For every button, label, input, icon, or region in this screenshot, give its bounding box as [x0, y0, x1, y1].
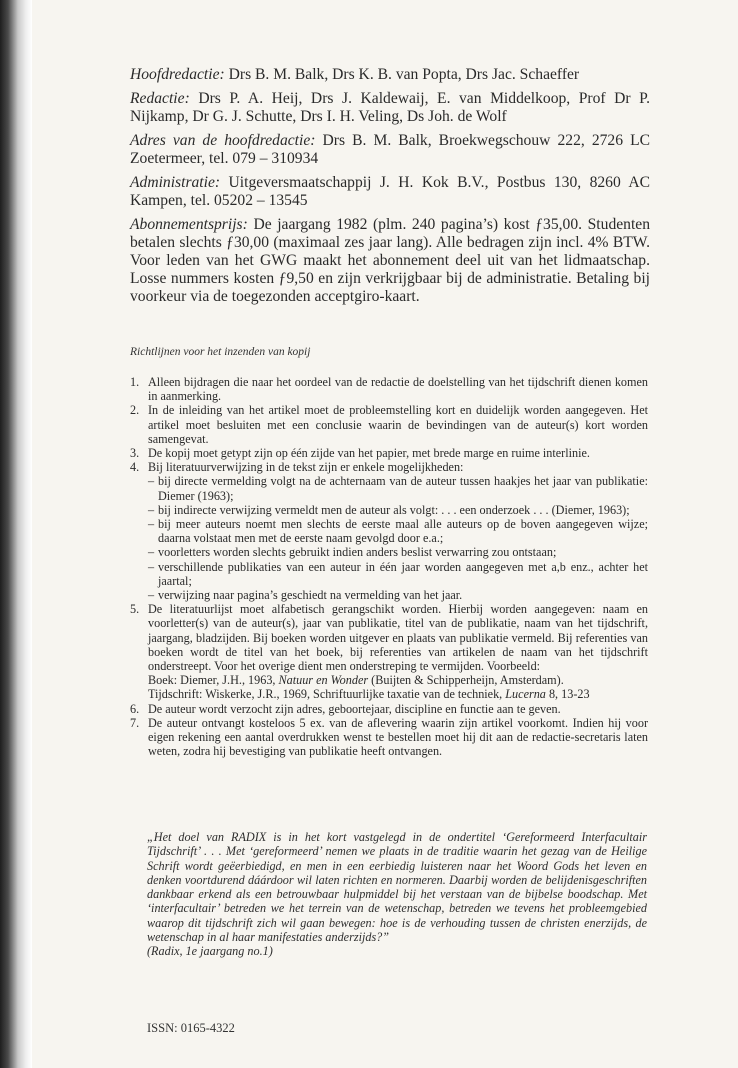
rule-item [130, 460, 648, 602]
sub-item [148, 560, 648, 588]
rule-number: 7. [130, 715, 140, 730]
quote-text: „Het doel van RADIX is in het kort vastgelegd in de ondertitel ‘Gereformeerd Interfacultair Tijdschrift’ . . . Met ‘gereformeerd’ nemen we plaats in de traditie waarin het gezag van de Heilige Schrift wordt geëerbiedigd, en men in een eerbiedig luisteren naar het Woord Gods het leven en denken voortdurend dáárdoor wil laten richten en normeren. Daarbij worden de belijdenisgeschriften dankbaar erkend als een betrouwbaar hulpmiddel bij het verstaan van de bijbelse boodschap. Met ‘interfacultair’ betreden we het terrein van de wetenschap, betreden we tevens het probleemgebied waarop dit tijdschrift zich wil gaan bewegen: hoe is de verhouding tussen de christen enerzijds, de wetenschap in al haar manifestaties anderzijds?” [147, 830, 647, 945]
rule-item [130, 375, 648, 403]
quote-source: (Radix, 1e jaargang no.1) [147, 944, 273, 959]
rule-number: 1. [130, 375, 140, 389]
subscription-text: De jaargang 1982 (plm. 240 pagina’s) kost ƒ35,00. Studenten betalen slechts ƒ30,00 (maximaal zes jaar lang). Alle bedragen zijn incl. 4% BTW. Voor leden van het GWG maakt het abonnement deel uit van het lidmaatschap. Losse nummers kosten ƒ9,50 en zijn verkrijgbaar bij de administratie. Betaling bij voorkeur via de toegezonden acceptgiro-kaart. [130, 216, 651, 305]
editors-label: Hoofdredactie: [130, 66, 225, 83]
dash: – [148, 588, 155, 603]
sub-item-text: verwijzing naar pagina’s geschiedt na vermelding van het jaar. [158, 588, 463, 603]
rules-title: Richtlijnen voor het inzenden van kopij [130, 346, 311, 358]
editors-text: Drs B. M. Balk, Drs K. B. van Popta, Drs Jac. Schaeffer [228, 66, 580, 83]
rule-text: De auteur wordt verzocht zijn adres, geboortejaar, discipline en functie aan te geven. [148, 701, 561, 716]
address-text: Drs B. M. Balk, Broekwegschouw 222, 2726 LC Zoetermeer, tel. 079 – 310934 [130, 132, 650, 167]
staff-label: Redactie: [130, 90, 190, 107]
sub-item-text: bij directe vermelding volgt na de achternaam van de auteur tussen haakjes het jaar van publikatie: Diemer (1963); [158, 474, 648, 503]
rule-number: 6. [130, 701, 140, 716]
rule-text: Alleen bijdragen die naar het oordeel van de redactie de doelstelling van het tijdschrift dienen komen in aanmerking. [148, 375, 648, 404]
mission-quote [147, 830, 647, 959]
book-title: Natuur en Wonder [278, 673, 369, 688]
admin-text: Uitgeversmaatschappij J. H. Kok B.V., Postbus 130, 8260 AC Kampen, tel. 05202 – 13545 [130, 174, 650, 209]
rule-text: De auteur ontvangt kosteloos 5 ex. van de aflevering waarin zijn artikel voorkomt. Indien hij voor eigen rekening een aantal overdrukken wenst te bestellen moet hij dit aan de redactie-secretaris laten weten, zodra hij bevestiging van publikatie heeft ontvangen. [148, 715, 648, 759]
sub-item-text: voorletters worden slechts gebruikt indien anders beslist verwarring zou ontstaan; [158, 545, 557, 560]
dash: – [148, 545, 155, 560]
colophon-address [130, 132, 650, 168]
sub-item [148, 588, 648, 602]
example-book: Boek: Diemer, J.H., 1963, Natuur en Wonder (Buijten & Schipperheijn, Amsterdam). [148, 673, 564, 688]
colophon-staff [130, 90, 650, 126]
subscription-label: Abonnementsprijs: [130, 216, 248, 233]
rule-item [130, 602, 648, 701]
rule-number: 5. [130, 602, 140, 617]
staff-text: Drs P. A. Heij, Drs J. Kaldewaij, E. van Middelkoop, Prof Dr P. Nijkamp, Dr G. J. Schutte, Drs I. H. Veling, Ds Joh. de Wolf [130, 90, 650, 125]
address-label: Adres van de hoofdredactie: [130, 132, 316, 149]
rule-number: 2. [130, 403, 140, 418]
scan-left-edge [0, 0, 32, 1068]
rule-text: Bij literatuurverwijzing in de tekst zijn er enkele mogelijkheden: [148, 460, 464, 475]
admin-label: Administratie: [130, 174, 221, 191]
colophon [130, 66, 650, 312]
rule-item [130, 403, 648, 446]
sub-item [148, 503, 648, 517]
colophon-editors [130, 66, 650, 84]
rule-item [130, 716, 648, 759]
colophon-subscription [130, 216, 650, 306]
rule-text: De kopij moet getypt zijn op één zijde van het papier, met brede marge en ruime interlinie. [148, 446, 590, 461]
dash: – [148, 502, 155, 517]
sub-item [148, 545, 648, 559]
rule-item [130, 446, 648, 460]
rule-body [148, 602, 648, 701]
colophon-admin [130, 174, 650, 210]
rule-item [130, 702, 648, 716]
rule-text: In de inleiding van het artikel moet de probleemstelling kort en duidelijk worden aangegeven. Het artikel moet besluiten met een conclusie waarin de bevindingen van de auteur(s) kort worden samengevat. [148, 403, 648, 446]
example-journal: Tijdschrift: Wiskerke, J.R., 1969, Schriftuurlijke taxatie van de techniek, Lucerna 8, 13-23 [148, 687, 590, 702]
rule-number: 4. [130, 460, 140, 475]
dash: – [148, 474, 155, 489]
rule-number: 3. [130, 446, 140, 461]
sub-item [148, 474, 648, 502]
dash: – [148, 559, 155, 574]
sub-item-text: verschillende publikaties van een auteur in één jaar worden aangegeven met a,b enz., achter het jaartal; [158, 559, 648, 588]
rule-body [148, 460, 648, 602]
issn: ISSN: 0165-4322 [147, 1021, 235, 1035]
journal-title: Lucerna [505, 687, 546, 702]
sub-item-text: bij indirecte verwijzing vermeldt men de auteur als volgt: . . . een onderzoek . . . (Diemer, 1963); [158, 502, 630, 517]
sub-item [148, 517, 648, 545]
rule-text: De literatuurlijst moet alfabetisch gerangschikt worden. Hierbij worden aangegeven: naam en voorletter(s) van de auteur(s), jaar van publikatie, titel van de publikatie, naam van het tijdschrift, jaargang, bladzijden. Bij boeken worden uitgever en plaats van publikatie vermeld. Bij referenties van boeken wordt de titel van het boek, bij referenties van artikelen de naam van het tijdschrift onderstreept. Voor het overige dient men onderstreping te vermijden. Voorbeeld: [148, 602, 648, 674]
dash: – [148, 517, 155, 532]
sub-item-text: bij meer auteurs noemt men slechts de eerste maal alle auteurs op de boven aangegeven wijze; daarna volstaat men met de eerste naam gevolgd door e.a.; [158, 517, 648, 546]
rules-list [130, 375, 648, 758]
